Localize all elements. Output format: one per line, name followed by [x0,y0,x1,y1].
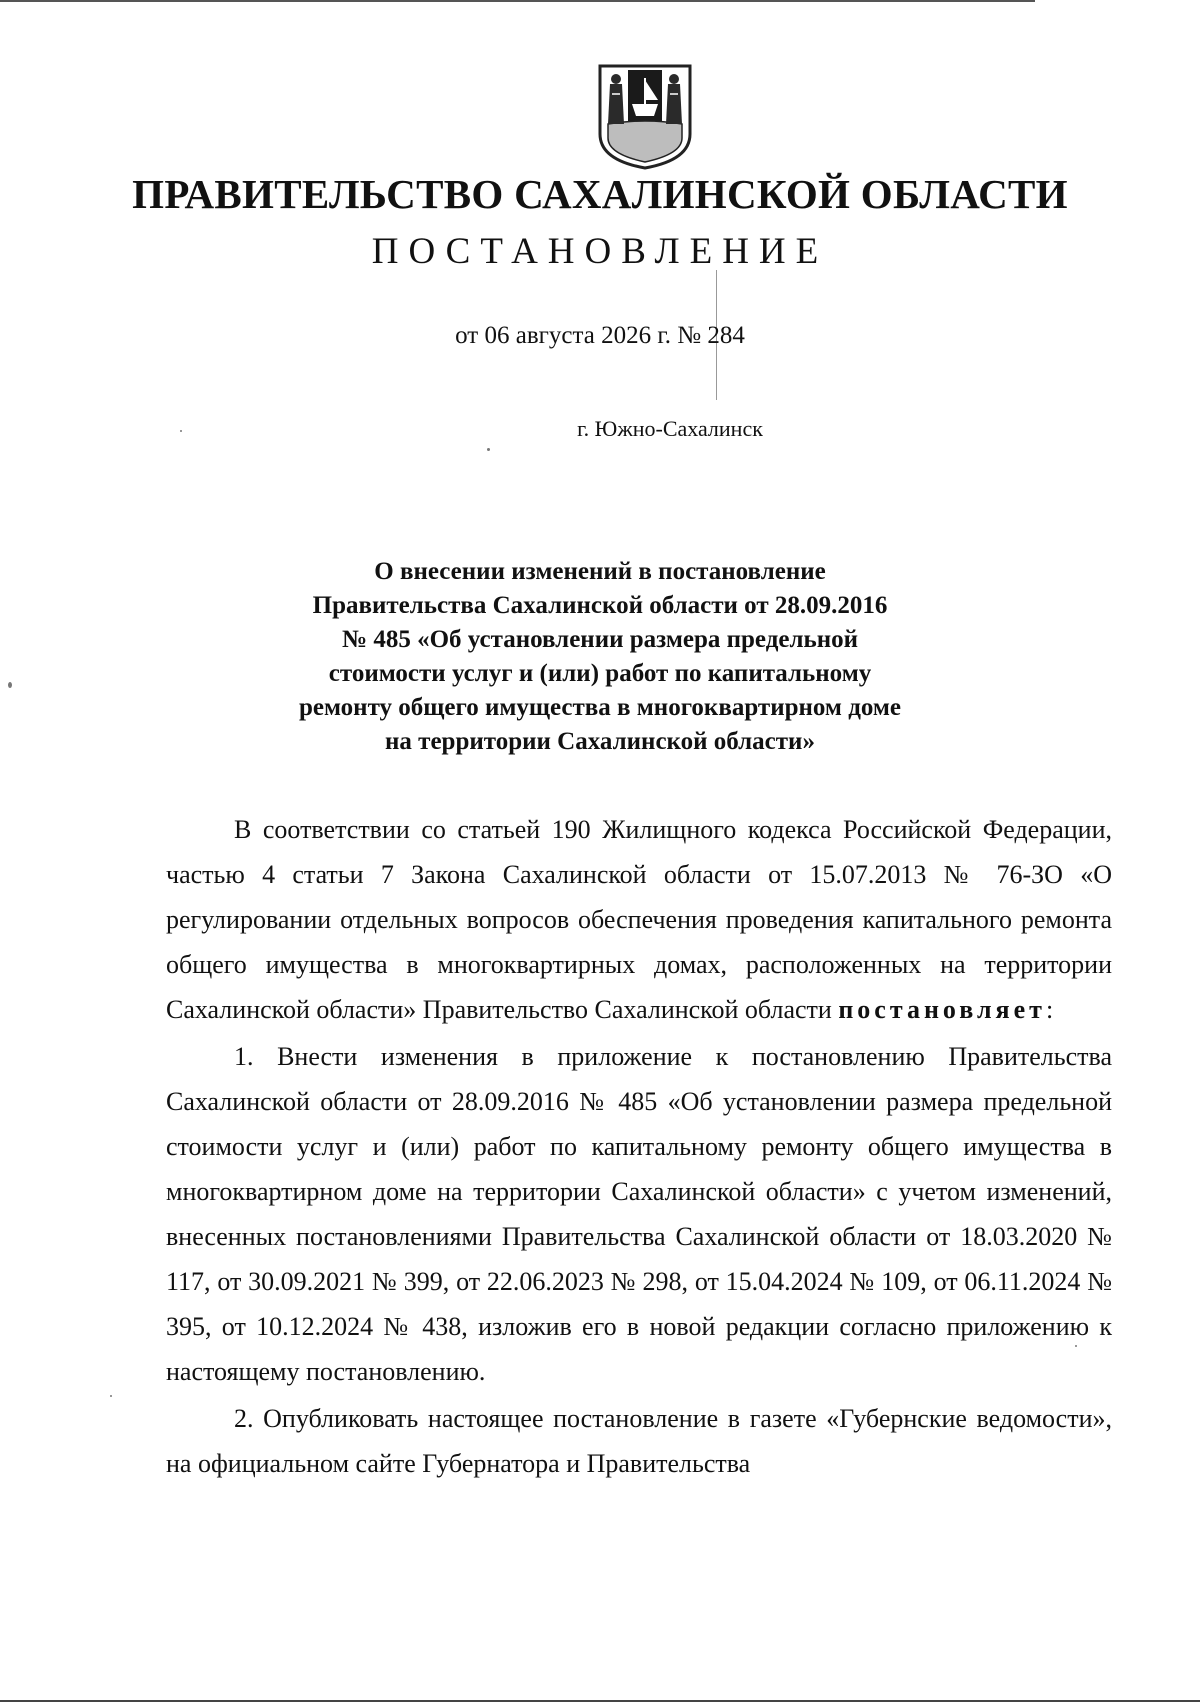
subject-line: ремонту общего имущества в многоквартирном доме [298,694,902,721]
document-place [0,416,1200,442]
preamble-text: В соответствии со статьей 190 Жилищного кодекса Российской Федерации, частью 4 статьи 7 Закона Сахалинской области от 15.07.2013 № 76-ЗО «О регулировании отдельных вопросов обеспечения проведения капитального ремонта общего имущества в многоквартирных домах, расположенных на территории Сахалинской области» Правительство Сахалинской области [166,815,1112,1024]
organization-title: ПРАВИТЕЛЬСТВО САХАЛИНСКОЙ ОБЛАСТИ [132,171,1068,217]
preamble-paragraph [166,807,1112,1032]
subject-line: Правительства Сахалинской области от 28.09.2016 [312,592,888,619]
resolves-word: постановляет [838,995,1046,1024]
document-body [166,807,1112,1488]
subject-line: стоимости услуг и (или) работ по капитальному [328,660,872,687]
scan-speck [487,448,490,451]
document-date-number: от 06 августа 2026 г. № 284 [455,322,745,349]
item-2-paragraph: 2. Опубликовать настоящее постановление в газете «Губернские ведомости», на официальном сайте Губернатора и Правительства [166,1404,1112,1478]
scan-speck [110,1395,112,1397]
scan-speck [8,682,12,688]
document-type: ПОСТАНОВЛЕНИЕ [371,231,829,272]
sakhalin-coat-of-arms-icon [598,64,692,170]
item-1-paragraph: 1. Внести изменения в приложение к постановлению Правительства Сахалинской области от 28.09.2016 № 485 «Об установлении размера предельной стоимости услуг и (или) работ по капитальному ремонту общего имущества в многоквартирном доме на территории Сахалинской области» с учетом изменений, внесенных постановлениями Правительства Сахалинской области от 18.03.2020 № 117, от 30.09.2021 № 399, от 22.06.2023 № 298, от 15.04.2024 № 109, от 06.11.2024 № 395, от 10.12.2024 № 438, изложив его в новой редакции согласно приложению к настоящему постановлению. [166,1042,1112,1386]
subject-line: на территории Сахалинской области» [385,728,815,755]
subject-line: № 485 «Об установлении размера предельной [341,626,858,653]
scan-edge-top [0,0,1035,2]
document-subject [240,555,960,759]
scan-edge-bottom [0,1700,1200,1702]
subject-line: О внесении изменений в постановление [374,558,826,585]
place-label: г. Южно-Сахалинск [577,416,763,441]
resolves-colon: : [1045,995,1054,1024]
